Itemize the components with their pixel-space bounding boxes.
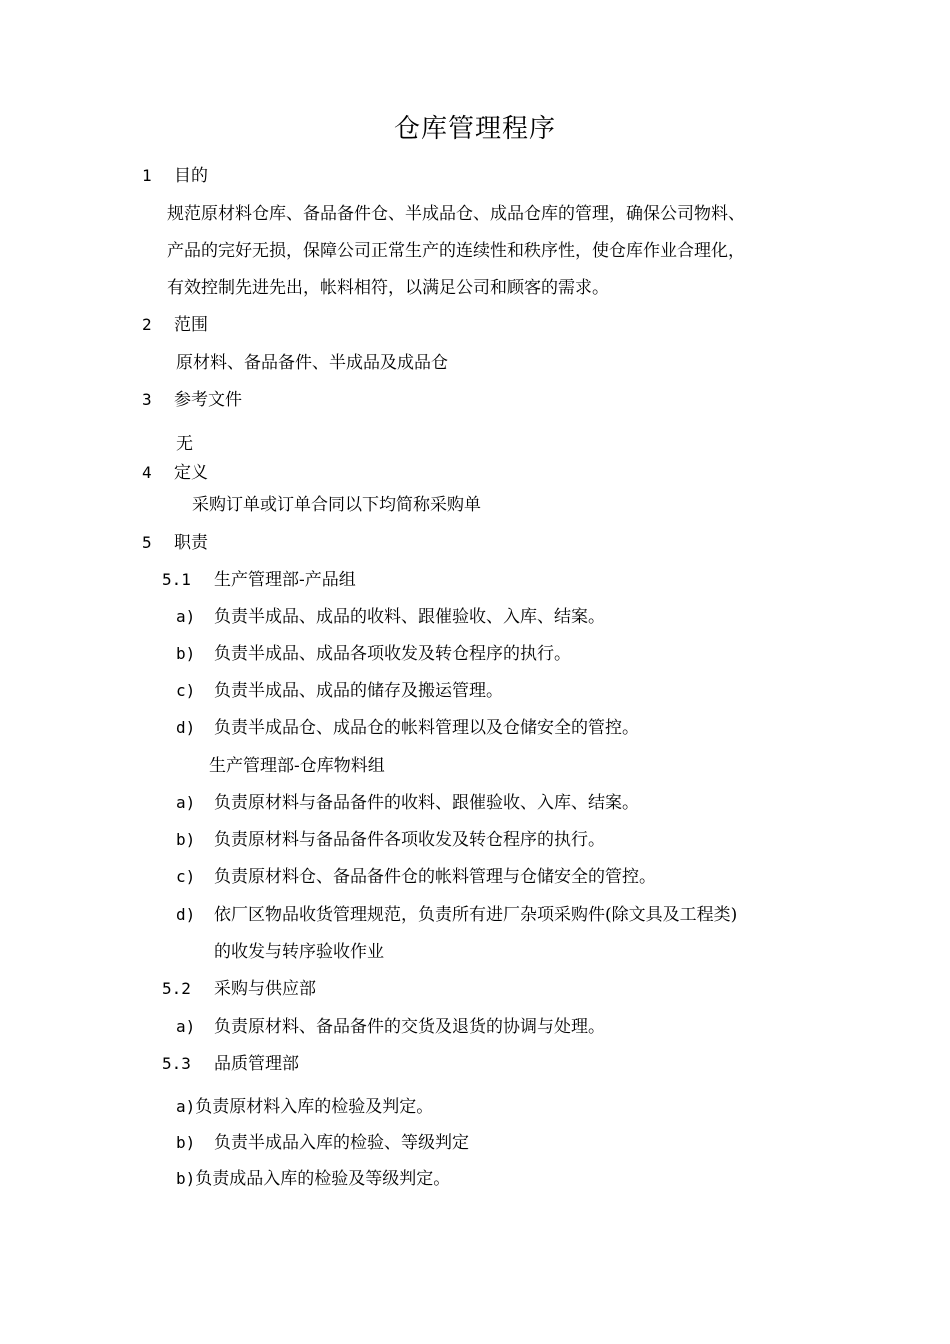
list-item: [176, 792, 639, 814]
section-3-body: 无: [176, 434, 193, 454]
subsection-number: 5.3: [162, 1054, 191, 1073]
section-title: 目的: [174, 166, 208, 186]
subsection-5-2-heading: [162, 978, 316, 1000]
section-2-heading: [142, 314, 208, 336]
subsection-number: 5.1: [162, 570, 191, 589]
list-item-text: 负责原材料与备品备件各项收发及转仓程序的执行。: [214, 830, 605, 850]
list-marker: a): [176, 607, 196, 626]
subsection-title: 采购与供应部: [214, 979, 316, 999]
section-number: 4: [142, 463, 152, 482]
section-title: 范围: [174, 315, 208, 335]
list-item-text: 负责半成品仓、成品仓的帐料管理以及仓储安全的管控。: [214, 718, 639, 738]
subsection-title: 品质管理部: [214, 1054, 299, 1074]
list-item: [176, 1096, 433, 1118]
list-marker: d): [176, 905, 196, 924]
list-item: [176, 829, 605, 851]
subsection-number: 5.2: [162, 979, 191, 998]
section-title: 参考文件: [174, 390, 242, 410]
list-item-text: 依厂区物品收货管理规范，负责所有进厂杂项采购件(除文具及工程类): [214, 905, 738, 925]
list-item-text: 负责原材料、备品备件的交货及退货的协调与处理。: [214, 1017, 605, 1037]
section-number: 2: [142, 315, 152, 334]
section-number: 1: [142, 166, 152, 185]
list-item-text: 负责半成品、成品的储存及搬运管理。: [214, 681, 503, 701]
list-item: [176, 904, 737, 926]
list-item: [176, 717, 639, 739]
list-item-text: 负责原材料仓、备品备件仓的帐料管理与仓储安全的管控。: [214, 867, 656, 887]
section-3-heading: [142, 389, 242, 411]
list-item-text: 负责原材料与备品备件的收料、跟催验收、入库、结案。: [214, 793, 639, 813]
section-number: 3: [142, 390, 152, 409]
list-item: [176, 680, 503, 702]
list-marker: b): [176, 1133, 196, 1152]
section-title: 职责: [174, 533, 208, 553]
list-item: [176, 1016, 605, 1038]
subsection-5-3-heading: [162, 1053, 299, 1075]
section-title: 定义: [174, 463, 208, 483]
section-2-body: 原材料、备品备件、半成品及成品仓: [176, 353, 448, 373]
list-item: [176, 643, 571, 665]
section-1-body-line-3: 有效控制先进先出，帐料相符，以满足公司和顾客的需求。: [167, 278, 609, 298]
section-1-heading: [142, 165, 208, 187]
section-number: 5: [142, 533, 152, 552]
list-marker: b): [176, 644, 196, 663]
list-marker: d): [176, 718, 196, 737]
list-item: [176, 1132, 469, 1154]
subsection-title: 生产管理部-产品组: [214, 570, 356, 590]
list-marker: b): [176, 1169, 196, 1188]
list-item: [176, 606, 605, 628]
list-item-text: 负责成品入库的检验及等级判定。: [195, 1169, 451, 1189]
subsection-5-1-subheading: 生产管理部-仓库物料组: [209, 756, 385, 776]
list-marker: a): [176, 793, 196, 812]
list-marker: b): [176, 830, 196, 849]
list-marker: c): [176, 681, 196, 700]
list-marker: a): [176, 1017, 196, 1036]
list-item: [176, 1168, 450, 1190]
list-item-text: 负责原材料入库的检验及判定。: [195, 1097, 434, 1117]
list-item: [176, 866, 656, 888]
list-item-continuation: 的收发与转序验收作业: [214, 942, 384, 962]
list-item-text: 负责半成品、成品的收料、跟催验收、入库、结案。: [214, 607, 605, 627]
section-4-heading: [142, 462, 208, 484]
section-1-body-line-2: 产品的完好无损，保障公司正常生产的连续性和秩序性，使仓库作业合理化，: [167, 241, 745, 261]
section-1-body-line-1: 规范原材料仓库、备品备件仓、半成品仓、成品仓库的管理，确保公司物料、: [167, 204, 745, 224]
section-5-heading: [142, 532, 208, 554]
subsection-5-1-heading: [162, 569, 356, 591]
list-marker: c): [176, 867, 196, 886]
list-item-text: 负责半成品入库的检验、等级判定: [214, 1133, 469, 1153]
section-4-body: 采购订单或订单合同以下均简称采购单: [192, 495, 481, 515]
list-marker: a): [176, 1097, 196, 1116]
document-title: 仓库管理程序: [393, 114, 556, 144]
list-item-text: 负责半成品、成品各项收发及转仓程序的执行。: [214, 644, 571, 664]
